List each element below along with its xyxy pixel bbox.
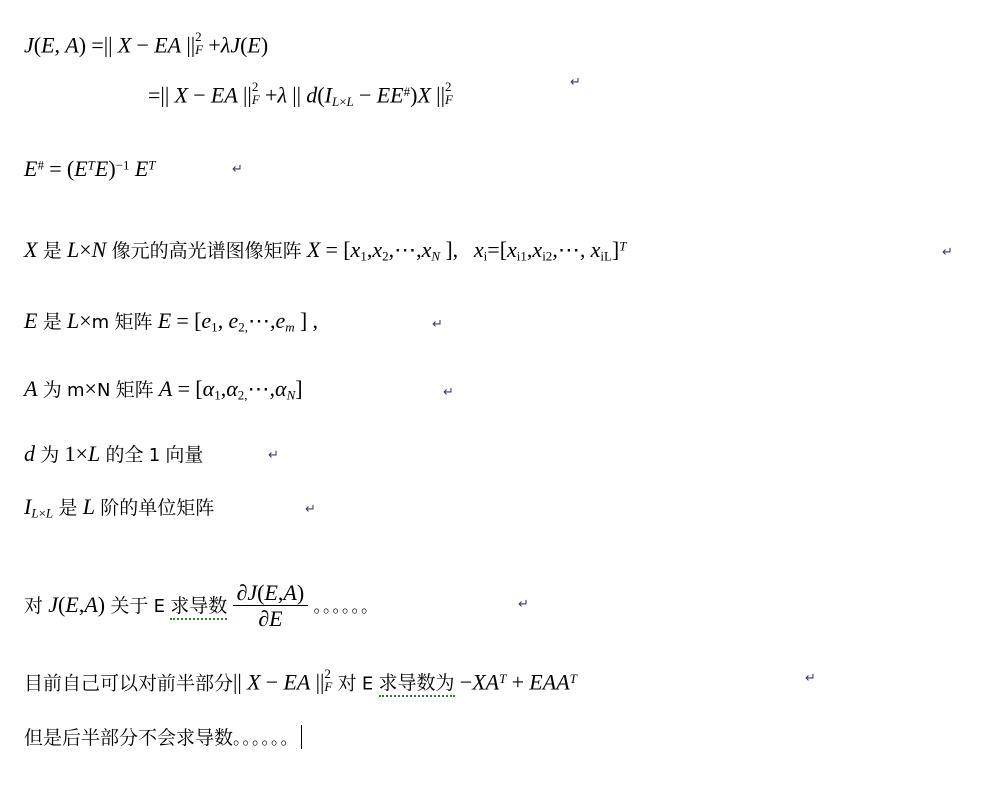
eq1b-d: d (306, 82, 318, 108)
lineE-comma1: , (217, 308, 224, 333)
linefront-E: E (283, 669, 297, 695)
eq1b-I: I (324, 82, 332, 108)
eq2-sharp: # (37, 157, 44, 173)
eq2-E: E (24, 156, 38, 181)
lineA-aN: α (275, 376, 287, 401)
eq1-lambda: λ (220, 32, 231, 58)
eq1b-sub-Fb: F (444, 91, 453, 107)
linefront-plus: + (511, 669, 525, 695)
lined-one: 1 (64, 441, 76, 466)
lineE-m: m (91, 312, 110, 333)
eq1-normbar-open: || (103, 32, 113, 58)
linefront-dui: 对 (337, 672, 357, 695)
eq1-A: A (65, 32, 79, 58)
eq2-T1: T (87, 157, 95, 173)
lineback-text: 但是后半部分不会求导数 (24, 727, 234, 749)
lineE-e1: e (201, 308, 212, 333)
eq1b-EE (377, 82, 404, 107)
eq1b-L1: L (331, 93, 340, 109)
lined-wei: 为 (40, 444, 60, 466)
eq1b-sup-2b: 2 (444, 78, 452, 94)
text-line-back-half (24, 725, 302, 749)
lineE-E2: E (157, 308, 172, 333)
lineX-X2: X (306, 237, 321, 262)
pilcrow-mark-7: ↵ (305, 502, 316, 517)
eq1-sub-F: F (195, 41, 204, 57)
eq1-sup-2: 2 (195, 28, 202, 44)
eq1b-lparen: ( (317, 82, 325, 108)
eq1-lparen: ( (33, 32, 42, 58)
eq1-EA (154, 32, 181, 57)
eq1b-EA (211, 82, 238, 107)
lineA-subN: N (286, 387, 296, 403)
linederiv-dui: 对 (24, 594, 44, 617)
lineX-shi: 是 (42, 240, 62, 262)
linefront-XA (472, 669, 499, 694)
lineX-subi1: i1 (516, 248, 527, 264)
linefront-EAA (529, 669, 569, 694)
text-line-A (24, 378, 303, 402)
eq1-A2: A (167, 32, 182, 58)
lineX-subiL: iL (600, 248, 612, 264)
eq1b-X2: X (417, 82, 431, 108)
lineI-shi: 是 (58, 497, 78, 519)
pilcrow-mark-6: ↵ (268, 448, 279, 463)
pilcrow-mark-4: ↵ (432, 317, 443, 332)
lineX-sub1: 1 (360, 248, 367, 264)
lineX-xi: x (473, 237, 484, 262)
text-line-X (24, 239, 626, 263)
linefront-X: X (247, 669, 261, 695)
eq1b-X: X (174, 82, 188, 108)
eq2-E2: E (74, 156, 88, 181)
lineX-desc: 像元的高光谱图像矩阵 (111, 240, 302, 262)
lined-one2: 1 (148, 445, 161, 466)
eq1b-A: A (224, 82, 238, 108)
eq2-E4: E (134, 156, 149, 181)
eq1b-I-sub (332, 94, 354, 109)
eq1b-minus: − (193, 82, 206, 108)
eq1b-sharp: # (403, 83, 411, 99)
lineX-comma7: , (579, 237, 586, 262)
lineE-subcomma: , (244, 319, 248, 335)
lineI-L3: L (82, 494, 95, 519)
lineX-comma6: , (552, 237, 558, 262)
eq1-norm-subsup (195, 30, 203, 57)
linederiv-guanyu: 关于 (110, 594, 149, 617)
lineX-comma5: , (526, 237, 533, 262)
linefront-norm-subsup (324, 667, 332, 694)
linefront-E3: E (529, 669, 543, 695)
linefront-subF: F (324, 678, 333, 694)
eq1b-E2: E (376, 82, 391, 108)
eq1-X: X (117, 32, 132, 58)
lineX-xN: x (421, 237, 432, 262)
linefront-A3: A (542, 669, 557, 695)
eq1-equals: = (91, 32, 104, 58)
lineI-sub (31, 506, 53, 521)
linefront-normbar-open: || (233, 669, 242, 695)
lineA-sub1: 1 (214, 387, 221, 403)
linefront-sup2: 2 (324, 665, 331, 681)
lineA-juzhen: 矩阵 (115, 379, 154, 401)
text-line-I (24, 496, 214, 520)
linefront-X2: X (472, 669, 486, 695)
pilcrow-mark-1: ↵ (570, 75, 581, 90)
eq1b-sup-2: 2 (251, 78, 259, 94)
lineI-I: I (24, 494, 32, 519)
lineA-a1: α (202, 376, 215, 401)
lineX-comma4: , (452, 237, 459, 262)
linefront-A: A (296, 669, 311, 695)
eq1-E: E (41, 32, 55, 58)
lineX-rbracket: ] (445, 237, 453, 262)
lineA-subcomma: , (244, 387, 248, 403)
linefront-EA (283, 669, 310, 694)
eq1b-rparen: ) (410, 82, 418, 108)
lineX-N: N (91, 237, 107, 262)
text-line-d (24, 443, 203, 465)
linederiv-A: A (84, 591, 98, 617)
lineE-sub2 (238, 320, 248, 335)
lineA-m: m (66, 380, 85, 401)
eq1b-norm-subsup (252, 80, 260, 107)
eq1b-E: E (210, 82, 225, 108)
linefront-minus2: − (459, 669, 473, 695)
lineX-times: × (79, 237, 92, 262)
pilcrow-mark-2: ↵ (232, 162, 243, 177)
linefront-T1: T (499, 670, 507, 686)
lineE-sub1: 1 (211, 319, 218, 335)
lineA-a2: α (226, 376, 238, 401)
linederiv-comma: , (78, 591, 85, 617)
eq1-E3: E (247, 32, 261, 58)
lineA-A2: A (158, 376, 173, 401)
eq2-T2: T (148, 157, 156, 173)
lineX-subN: N (431, 248, 441, 264)
lineback-dots: 。。。。。。 (233, 729, 299, 749)
lineX-xi1: x (507, 237, 517, 262)
lineA-comma1: , (220, 376, 227, 401)
lineE-comma3: , (312, 308, 318, 333)
linederiv-qiudaoshu: 求导数 (170, 595, 227, 620)
lineI-times: × (38, 505, 46, 521)
lineA-times: × (84, 376, 97, 401)
lined-d: d (24, 441, 35, 466)
lined-dequan: 的全 (105, 444, 144, 466)
eq2-one: 1 (123, 157, 130, 173)
linefront-E2: E (361, 673, 374, 695)
lineX-comma1: , (366, 237, 373, 262)
lineX-comma2: , (388, 237, 395, 262)
lineA-lbracket: [ (195, 376, 203, 401)
linefront-T2: T (569, 670, 577, 686)
eq1-rparen2: ) (260, 32, 269, 58)
lineA-N: N (96, 380, 111, 401)
linederiv-E4: E (269, 605, 283, 631)
linefront-minus: − (265, 669, 279, 695)
linederiv-fraction (233, 579, 309, 631)
lineE-em: e (275, 308, 286, 333)
text-caret (301, 725, 302, 749)
eq1b-normbar-open: || (160, 82, 170, 108)
linederiv-rparen2: ) (296, 579, 305, 605)
lineA-A: A (24, 376, 38, 401)
linederiv-numerator (233, 579, 309, 606)
eq2-E3: E (94, 156, 109, 181)
lineX-lbracket2: [ (499, 237, 508, 262)
lineX-L: L (66, 237, 80, 262)
pilcrow-mark-9: ↵ (805, 671, 816, 686)
lineX-sub2: 2 (382, 248, 389, 264)
lineI-L1: L (31, 505, 39, 521)
lineA-cdots: ⋯ (247, 376, 270, 401)
lineE-E: E (24, 308, 38, 333)
eq1b-times: × (339, 93, 347, 109)
lineA-wei: 为 (42, 379, 62, 401)
linederiv-dots: 。。。。。。 (313, 596, 379, 617)
lined-xiangliang: 向量 (165, 444, 204, 466)
linederiv-comma2: , (277, 579, 284, 605)
lineX-x1: x (350, 237, 361, 262)
lineA-rbracket: ] (295, 376, 303, 401)
lineX-rbracket2: ] (611, 237, 620, 262)
lineE-comma2: , (269, 308, 276, 333)
linederiv-denominator (233, 606, 309, 630)
eq1b-E3: E (390, 82, 404, 108)
eq1b-L2: L (346, 93, 354, 109)
pilcrow-mark-8: ↵ (518, 597, 529, 612)
linederiv-E: E (65, 591, 79, 617)
eq1b-equals: = (148, 82, 161, 108)
lineX-comma3: , (416, 237, 422, 262)
lined-L: L (87, 441, 101, 466)
lineX-xiL: x (590, 237, 601, 262)
linederiv-partial2: ∂ (258, 605, 270, 631)
eq1b-normbar-close2: || (436, 82, 445, 108)
eq1-normbar-close: || (186, 32, 196, 58)
linederiv-J2: J (247, 579, 258, 605)
lineA-comma2: , (269, 376, 276, 401)
linederiv-rparen: ) (97, 591, 106, 617)
eq1b-lambda: λ (277, 82, 287, 108)
lineE-cdots: ⋯ (247, 308, 270, 333)
lineE-equals: = (176, 308, 189, 333)
linefront-qiudaoshuwei: 求导数为 (379, 672, 455, 697)
linederiv-partial1: ∂ (236, 579, 248, 605)
lined-times: × (75, 441, 88, 466)
lineA-two: 2 (237, 387, 245, 403)
pilcrow-mark-5: ↵ (443, 385, 454, 400)
equation-line-3 (24, 158, 156, 180)
pilcrow-mark-3: ↵ (942, 245, 953, 260)
lineA-sub2 (238, 388, 248, 403)
equation-line-2 (148, 78, 453, 108)
eq1-E2: E (154, 32, 168, 58)
lineX-equals: = (325, 237, 338, 262)
linefront-A4: A (556, 669, 570, 695)
lineA-equals: = (177, 376, 191, 401)
eq1-plus: + (208, 32, 221, 58)
lineX-cdots: ⋯ (394, 237, 417, 262)
linefront-prefix: 目前自己可以对前半部分 (24, 672, 234, 695)
eq1-J: J (24, 32, 34, 58)
eq1-comma: , (54, 32, 61, 58)
eq1b-norm-subsup2 (445, 80, 453, 107)
linederiv-E3: E (264, 579, 278, 605)
linefront-A2: A (485, 669, 500, 695)
lineE-lbracket: [ (194, 308, 202, 333)
eq2-equals: = (49, 156, 62, 181)
lineX-subi: i (483, 248, 488, 264)
eq2-minus: − (115, 157, 124, 173)
text-line-derivative (24, 579, 379, 631)
equation-line-1 (24, 28, 268, 56)
lineX-lbracket: [ (343, 237, 351, 262)
lineE-L: L (66, 308, 80, 333)
eq2-invexp (116, 158, 130, 173)
lineX-cdots2: ⋯ (557, 237, 580, 262)
lineX-xi2: x (532, 237, 543, 262)
lineX-x2: x (372, 237, 383, 262)
lineX-subi2: i2 (542, 248, 553, 264)
eq1b-plus: + (265, 82, 278, 108)
lineE-times: × (79, 308, 92, 333)
linefront-normbar-close: || (315, 669, 325, 695)
text-line-E (24, 310, 318, 334)
lineE-rbracket: ] (299, 308, 308, 333)
lineE-subm: m (285, 319, 295, 335)
eq1-rparen: ) (78, 32, 87, 58)
eq1-lparen2: ( (240, 32, 248, 58)
eq1-minus: − (136, 32, 149, 58)
text-line-front-half (24, 665, 577, 693)
eq1-J2: J (230, 32, 241, 58)
eq2-lparen: ( (66, 156, 75, 181)
lineX-T: T (619, 238, 627, 254)
lineX-X: X (24, 237, 38, 262)
lineI-L2: L (45, 505, 54, 521)
linederiv-E2: E (153, 595, 165, 617)
eq1b-normbar-open2: || (292, 82, 302, 108)
eq1b-normbar-close: || (243, 82, 252, 108)
eq1b-minus2: − (359, 82, 372, 108)
linederiv-J: J (48, 591, 59, 617)
lineI-rest: 阶的单位矩阵 (100, 497, 215, 519)
lineX-equals2: = (487, 237, 500, 262)
eq2-rparen: ) (108, 156, 116, 181)
lineE-juzhen: 矩阵 (114, 311, 153, 333)
linederiv-A2: A (283, 579, 297, 605)
lineE-shi: 是 (42, 311, 62, 333)
lineE-two: 2 (238, 319, 245, 335)
eq1b-sub-F: F (251, 91, 260, 107)
linederiv-lparen: ( (58, 591, 66, 617)
linederiv-lparen2: ( (257, 579, 265, 605)
lineE-e2: e (228, 308, 239, 333)
